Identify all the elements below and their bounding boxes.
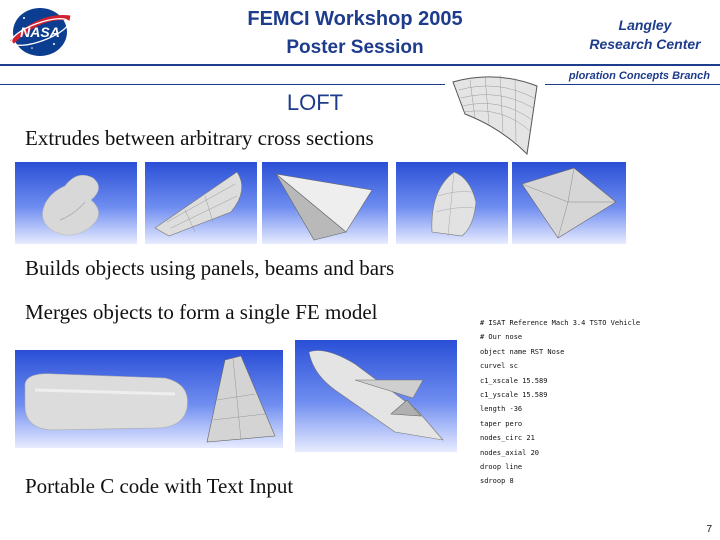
text-merges: Merges objects to form a single FE model <box>25 300 378 324</box>
title-line-2: Poster Session <box>286 37 424 58</box>
loft-example-wing-panel <box>145 162 257 244</box>
code-line: taper pero <box>480 419 523 428</box>
center-name-line-2: Research Center <box>589 36 701 52</box>
code-line: c1_xscale 15.589 <box>480 376 548 385</box>
loft-example-fin <box>262 162 388 244</box>
page-number: 7 <box>706 524 712 535</box>
nasa-logo <box>4 4 76 60</box>
text-builds: Builds objects using panels, beams and bars <box>25 256 395 280</box>
loft-example-pyramid <box>512 162 626 244</box>
loft-example-nose <box>396 162 508 244</box>
section-heading: LOFT <box>286 90 344 115</box>
fe-model-wing <box>197 350 283 448</box>
code-line: # ISAT Reference Mach 3.4 TSTO Vehicle <box>480 319 641 327</box>
code-line: curvel sc <box>480 362 518 371</box>
fe-model-fuselage <box>15 350 197 448</box>
center-name-line-1: Langley <box>618 17 672 33</box>
loft-curved-panel-image <box>445 70 545 158</box>
code-sample <box>480 316 712 489</box>
nasa-logo-text: NASA <box>20 24 60 40</box>
branch-label: ploration Concepts Branch <box>568 70 710 82</box>
title-line-1: FEMCI Workshop 2005 <box>247 8 463 30</box>
header-rule-bottom <box>0 84 720 85</box>
code-line: sdroop 8 <box>480 477 514 486</box>
code-line: object name RST Nose <box>480 347 565 356</box>
header-rule-top <box>0 64 720 66</box>
fe-model-shuttle <box>295 340 457 452</box>
text-extrudes: Extrudes between arbitrary cross sections <box>25 126 374 150</box>
code-line: c1_yscale 15.589 <box>480 390 548 399</box>
text-portable: Portable C code with Text Input <box>25 474 294 498</box>
code-line: length -36 <box>480 405 523 414</box>
code-line: nodes_axial 20 <box>480 448 540 457</box>
code-line: nodes_circ 21 <box>480 434 535 443</box>
code-line: droop line <box>480 462 523 471</box>
code-line: # Our nose <box>480 333 523 342</box>
loft-example-bulb <box>15 162 137 244</box>
